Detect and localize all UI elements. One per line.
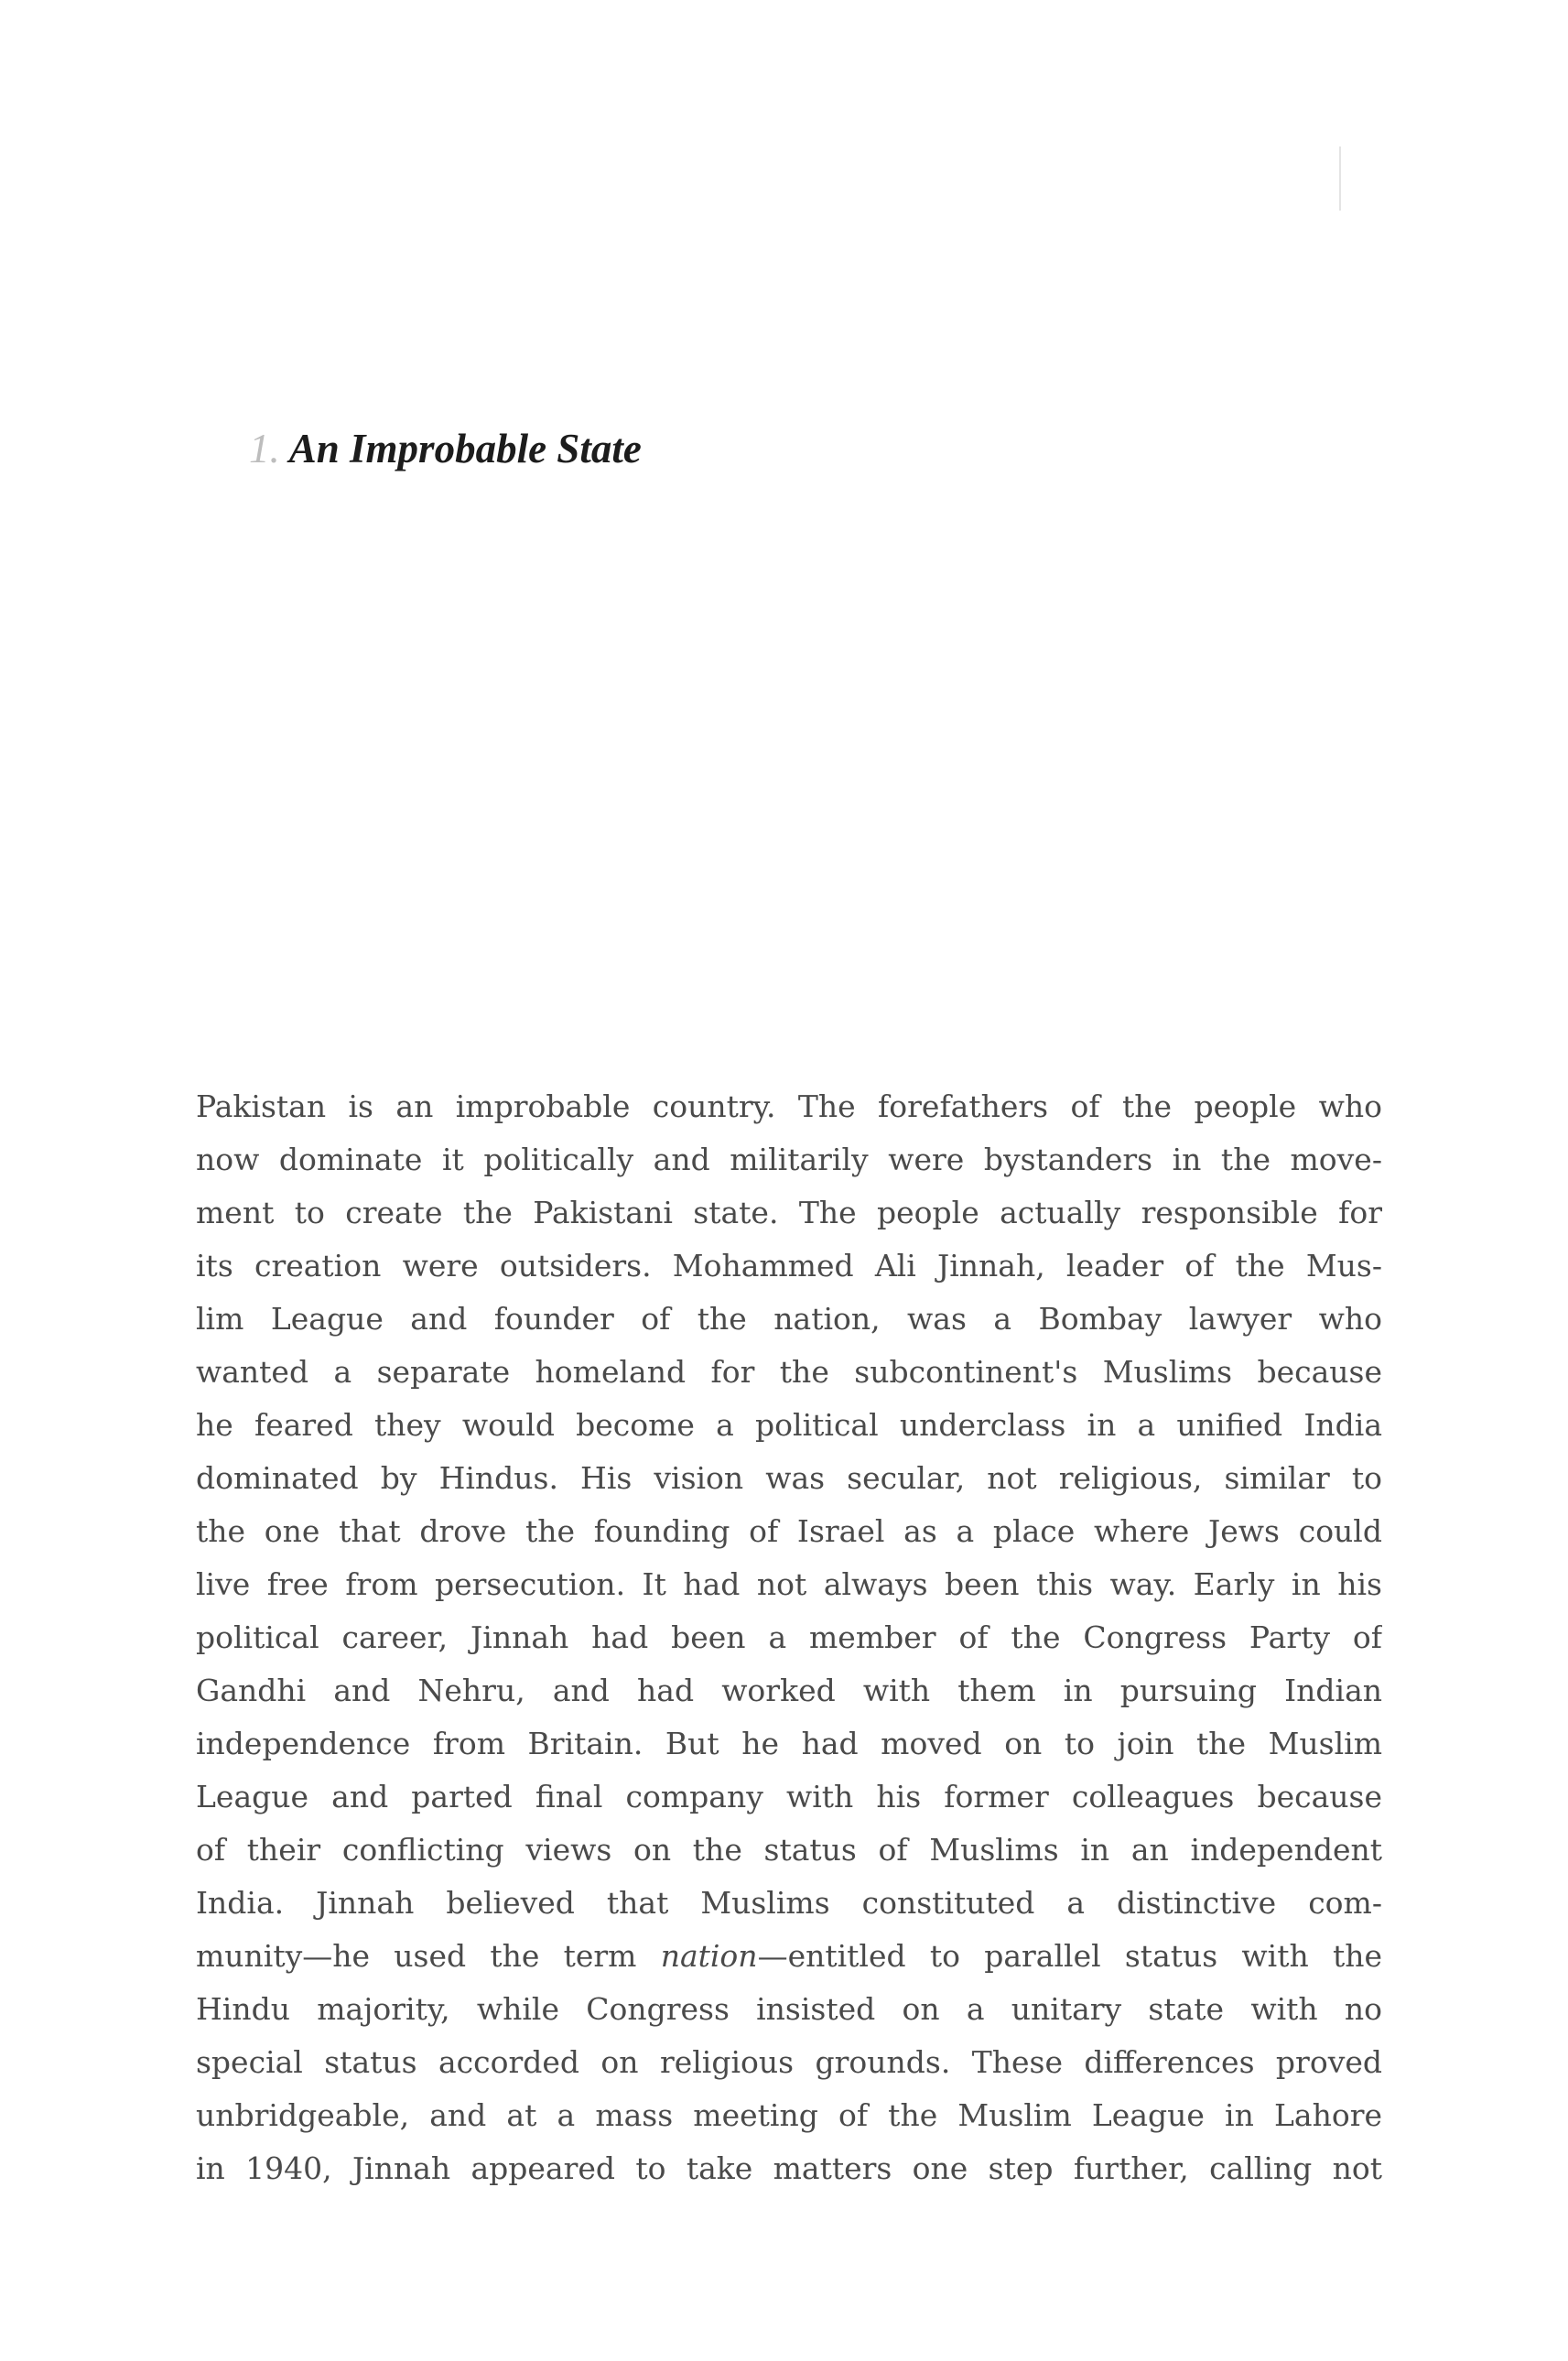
text-line: India. Jinnah believed that Muslims constituted a distinctive com- xyxy=(196,1885,1382,1921)
text-line: its creation were outsiders. Mohammed Ali Jinnah, leader of the Mus- xyxy=(196,1248,1382,1283)
text-line: wanted a separate homeland for the subcontinent's Muslims because xyxy=(196,1354,1382,1390)
scan-margin-mark xyxy=(1339,146,1341,211)
text-line: ment to create the Pakistani state. The people actually responsible for xyxy=(196,1195,1382,1230)
text-segment: munity—he used the term xyxy=(196,1938,661,1974)
text-line: now dominate it politically and militarily were bystanders in the move- xyxy=(196,1142,1382,1177)
text-line: Hindu majority, while Congress insisted on a unitary state with no xyxy=(196,1991,1382,2027)
text-line: League and parted final company with his former colleagues because xyxy=(196,1779,1382,1814)
chapter-heading xyxy=(249,428,642,470)
text-line: live free from persecution. It had not always been this way. Early in his xyxy=(196,1566,1382,1602)
text-line: unbridgeable, and at a mass meeting of the Muslim League in Lahore xyxy=(196,2097,1382,2133)
text-line: Gandhi and Nehru, and had worked with them in pursuing Indian xyxy=(196,1673,1382,1708)
text-line: dominated by Hindus. His vision was secular, not religious, similar to xyxy=(196,1460,1382,1496)
body-paragraph xyxy=(196,1080,1382,2195)
chapter-number: 1. xyxy=(249,426,280,471)
emphasized-term: nation xyxy=(660,1938,758,1974)
text-line: in 1940, Jinnah appeared to take matters one step further, calling not xyxy=(196,2150,1382,2186)
text-line: independence from Britain. But he had moved on to join the Muslim xyxy=(196,1726,1382,1761)
text-line-with-emphasis xyxy=(196,1930,1382,1983)
text-line: special status accorded on religious grounds. These differences proved xyxy=(196,2044,1382,2080)
text-line: Pakistan is an improbable country. The forefathers of the people who xyxy=(196,1088,1382,1124)
chapter-title: An Improbable State xyxy=(288,426,642,471)
text-segment: —entitled to parallel status with the xyxy=(757,1938,1382,1974)
text-line: he feared they would become a political underclass in a unified India xyxy=(196,1407,1382,1443)
text-line: of their conflicting views on the status of Muslims in an independent xyxy=(196,1832,1382,1868)
text-line: the one that drove the founding of Israel as a place where Jews could xyxy=(196,1513,1382,1549)
text-line: political career, Jinnah had been a member of the Congress Party of xyxy=(196,1619,1382,1655)
text-line: lim League and founder of the nation, was a Bombay lawyer who xyxy=(196,1301,1382,1337)
